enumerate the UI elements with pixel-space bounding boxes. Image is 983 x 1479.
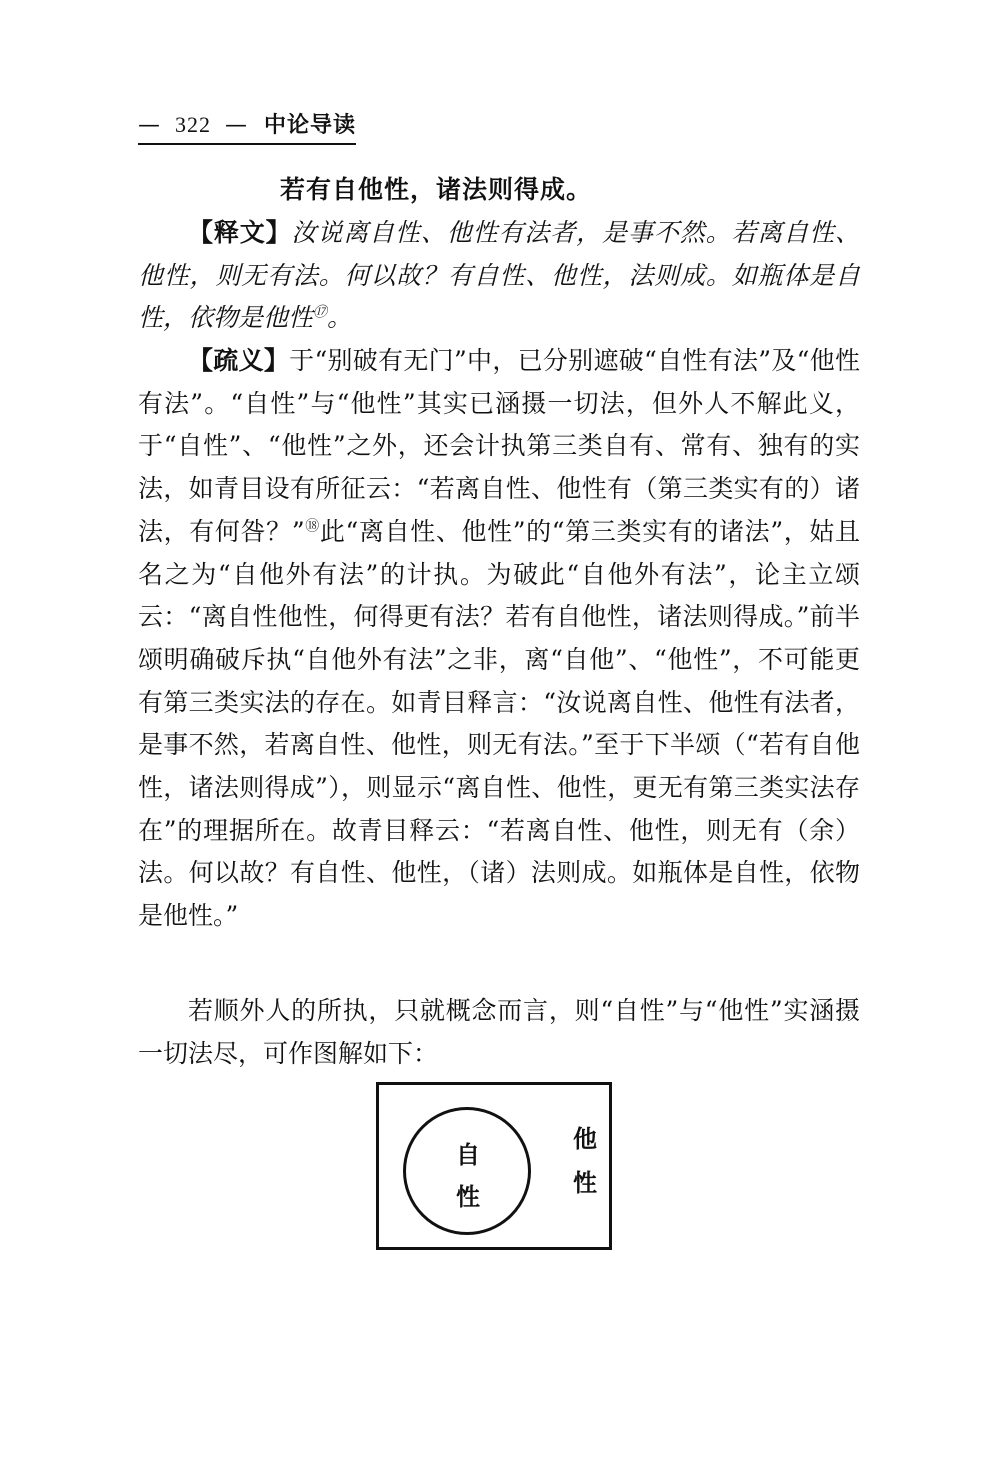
circle-label-char-1: 自 [456, 1141, 480, 1169]
circle-label-char-2: 性 [456, 1183, 480, 1211]
diagram-intro-paragraph: 若顺外人的所执，只就概念而言，则“自性”与“他性”实涵摄一切法尽，可作图解如下： [138, 996, 860, 1068]
footnote-marker-18: ⑱ [304, 518, 320, 535]
footnote-marker-17: ⑰ [313, 305, 328, 322]
shiwen-text: 汝说离自性、他性有法者，是事不然。若离自性、他性，则无有法。何以故？有自性、他性，法则成。如瓶体是自性，依物是他性 [138, 218, 860, 333]
header-dash-right: — [225, 113, 248, 138]
shiwen-label: 【释文】 [188, 218, 292, 247]
outer-label-char-1: 他 [573, 1125, 597, 1153]
shiwen-end: 。 [327, 303, 353, 333]
book-title: 中论导读 [264, 113, 357, 138]
self-nature-circle [403, 1107, 531, 1235]
page-number: 322 [175, 112, 211, 137]
shuyi-text-b: 此“离自性、他性”的“第三类实有的诸法”，姑且名之为“自他外有法”的计执。为破此“自他外有法”，论主立颂云：“离自性他性，何得更有法？若有自他性，诸法则得成。”前半颂明确破斥执“自他外有法”之非，离“自他”、“他性”，不可能更有第三类实法的存在。如青目释言：“汝说离自性、他性有法者，是事不然，若离自性、他性，则无有法。”至于下半颂（“若有自他性，诸法则得成”），则显示“离自性、他性，更无有第三类实法存在”的理据所在。故青目释云：“若离自性、他性，则无有（余）法。何以故？有自性、他性，（诸）法则成。如瓶体是自性，依物是他性。” [138, 516, 861, 931]
shuyi-label: 【疏义】 [188, 346, 290, 375]
running-header [138, 108, 356, 145]
shuyi-paragraph [138, 340, 860, 938]
shuyi-text-a: 于“别破有无门”中，已分别遮破“自性有法”及“他性有法”。“自性”与“他性”其实已涵摄一切法，但外人不解此义，于“自性”、“他性”之外，还会计执第三类自有、常有、独有的实法，如青目设有所征云：“若离自性、他性有（第三类实有的）诸法，有何咎？” [138, 346, 860, 546]
shiwen-paragraph [138, 212, 860, 340]
header-dash-left: — [138, 113, 161, 138]
outer-label-char-2: 性 [573, 1169, 597, 1197]
self-other-nature-diagram [376, 1082, 612, 1250]
verse-line: 若有自他性，诸法则得成。 [280, 175, 593, 204]
